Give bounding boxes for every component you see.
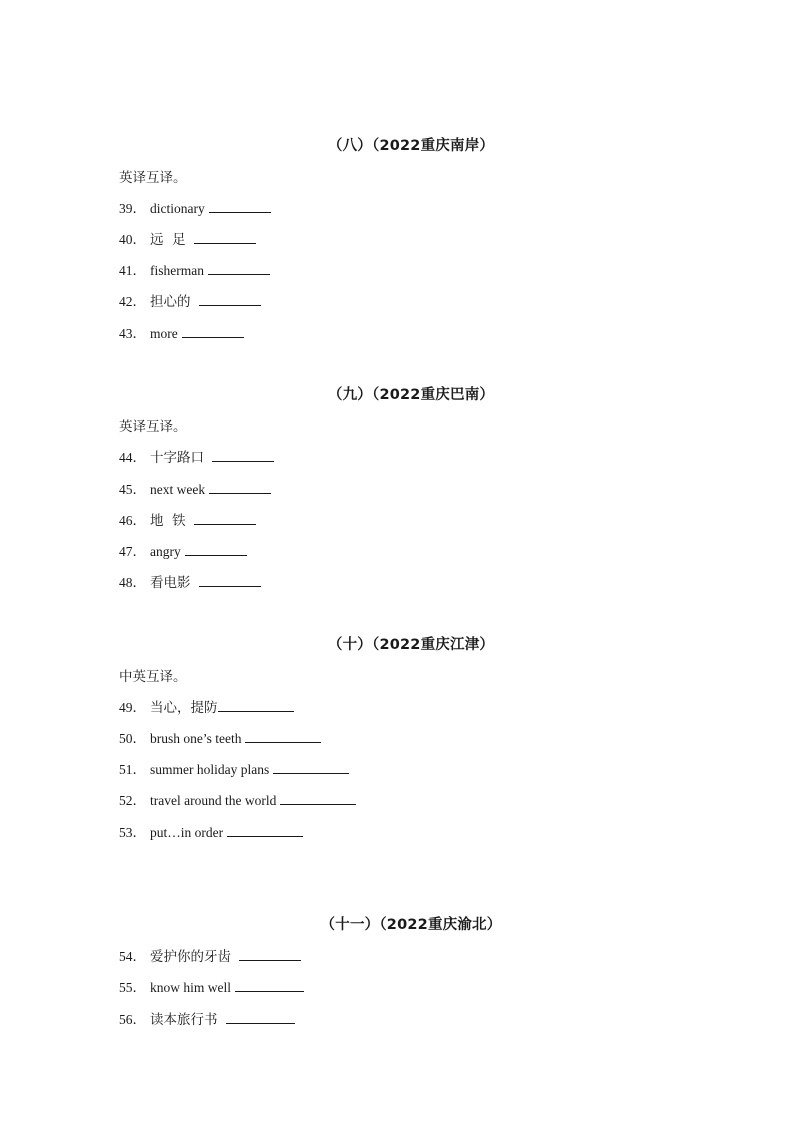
item-text: dictionary [150,201,205,216]
item-text: know him well [150,980,231,995]
item-text: 地 铁 [150,513,186,529]
item-dot: ． [132,450,146,465]
item-text: 担心的 [150,294,191,310]
item-number: 43 [119,326,133,341]
answer-blank[interactable] [218,699,294,712]
item-number: 55 [119,980,133,995]
item-dot: ． [132,294,146,309]
exercise-item [119,197,271,217]
exercise-item [119,446,274,466]
item-text: 当心，提防 [150,700,218,716]
item-dot: ． [132,575,146,590]
item-dot: ． [132,326,146,341]
section-instruction: 英译互译。 [119,419,187,435]
exercise-item [119,945,301,965]
exercise-item [119,789,356,809]
exercise-item [119,228,256,248]
item-number: 41 [119,263,133,278]
item-number: 56 [119,1012,133,1027]
exercise-item [119,322,244,342]
item-dot: ． [132,263,146,278]
section-title: （十一）（2022重庆渝北） [320,917,502,933]
answer-blank[interactable] [239,948,301,961]
item-number: 52 [119,793,133,808]
answer-blank[interactable] [245,730,321,743]
item-number: 46 [119,513,133,528]
item-text: brush one’s teeth [150,731,242,746]
item-text: travel around the world [150,793,277,808]
answer-blank[interactable] [208,262,270,275]
item-number: 42 [119,294,133,309]
exercise-item [119,727,321,747]
item-text: 看电影 [150,575,191,591]
item-dot: ． [132,1012,146,1027]
item-number: 54 [119,949,133,964]
item-dot: ． [132,513,146,528]
exercise-item [119,1008,295,1028]
exercise-item [119,540,247,560]
item-dot: ． [132,793,146,808]
item-text: fisherman [150,263,204,278]
answer-blank[interactable] [235,979,304,992]
item-dot: ． [132,201,146,216]
answer-blank[interactable] [280,792,356,805]
answer-blank[interactable] [209,481,271,494]
section-instruction: 中英互译。 [119,669,187,685]
exercise-item [119,571,261,591]
answer-blank[interactable] [194,512,256,525]
section-title: （八）（2022重庆南岸） [327,138,495,154]
item-text: 读本旅行书 [150,1012,218,1028]
section-title: （十）（2022重庆江津） [327,637,495,653]
item-dot: ． [132,980,146,995]
item-number: 51 [119,762,133,777]
item-number: 45 [119,482,133,497]
exercise-item [119,290,261,310]
exercise-item [119,259,270,279]
item-dot: ． [132,949,146,964]
answer-blank[interactable] [199,574,261,587]
item-dot: ． [132,482,146,497]
answer-blank[interactable] [226,1011,295,1024]
item-number: 47 [119,544,133,559]
item-number: 40 [119,232,133,247]
item-dot: ． [132,544,146,559]
item-text: 爱护你的牙齿 [150,949,231,965]
exercise-item [119,976,304,996]
exercise-item [119,696,294,716]
item-dot: ． [132,762,146,777]
item-text: put…in order [150,825,224,840]
answer-blank[interactable] [212,449,274,462]
item-number: 53 [119,825,133,840]
item-text: angry [150,544,181,559]
item-number: 44 [119,450,133,465]
answer-blank[interactable] [273,761,349,774]
answer-blank[interactable] [182,325,244,338]
item-text: more [150,326,178,341]
item-dot: ． [132,700,146,715]
item-dot: ． [132,825,146,840]
item-text: next week [150,482,206,497]
item-dot: ． [132,232,146,247]
answer-blank[interactable] [227,824,303,837]
item-dot: ． [132,731,146,746]
item-text: summer holiday plans [150,762,270,777]
answer-blank[interactable] [209,200,271,213]
exercise-item [119,509,256,529]
answer-blank[interactable] [194,231,256,244]
answer-blank[interactable] [199,293,261,306]
item-text: 远 足 [150,232,186,248]
item-text: 十字路口 [150,450,204,466]
section-title: （九）（2022重庆巴南） [327,387,495,403]
exercise-item [119,478,271,498]
exercise-item [119,821,303,841]
section-instruction: 英译互译。 [119,170,187,186]
item-number: 50 [119,731,133,746]
exercise-item [119,758,349,778]
answer-blank[interactable] [185,543,247,556]
item-number: 39 [119,201,133,216]
item-number: 49 [119,700,133,715]
item-number: 48 [119,575,133,590]
